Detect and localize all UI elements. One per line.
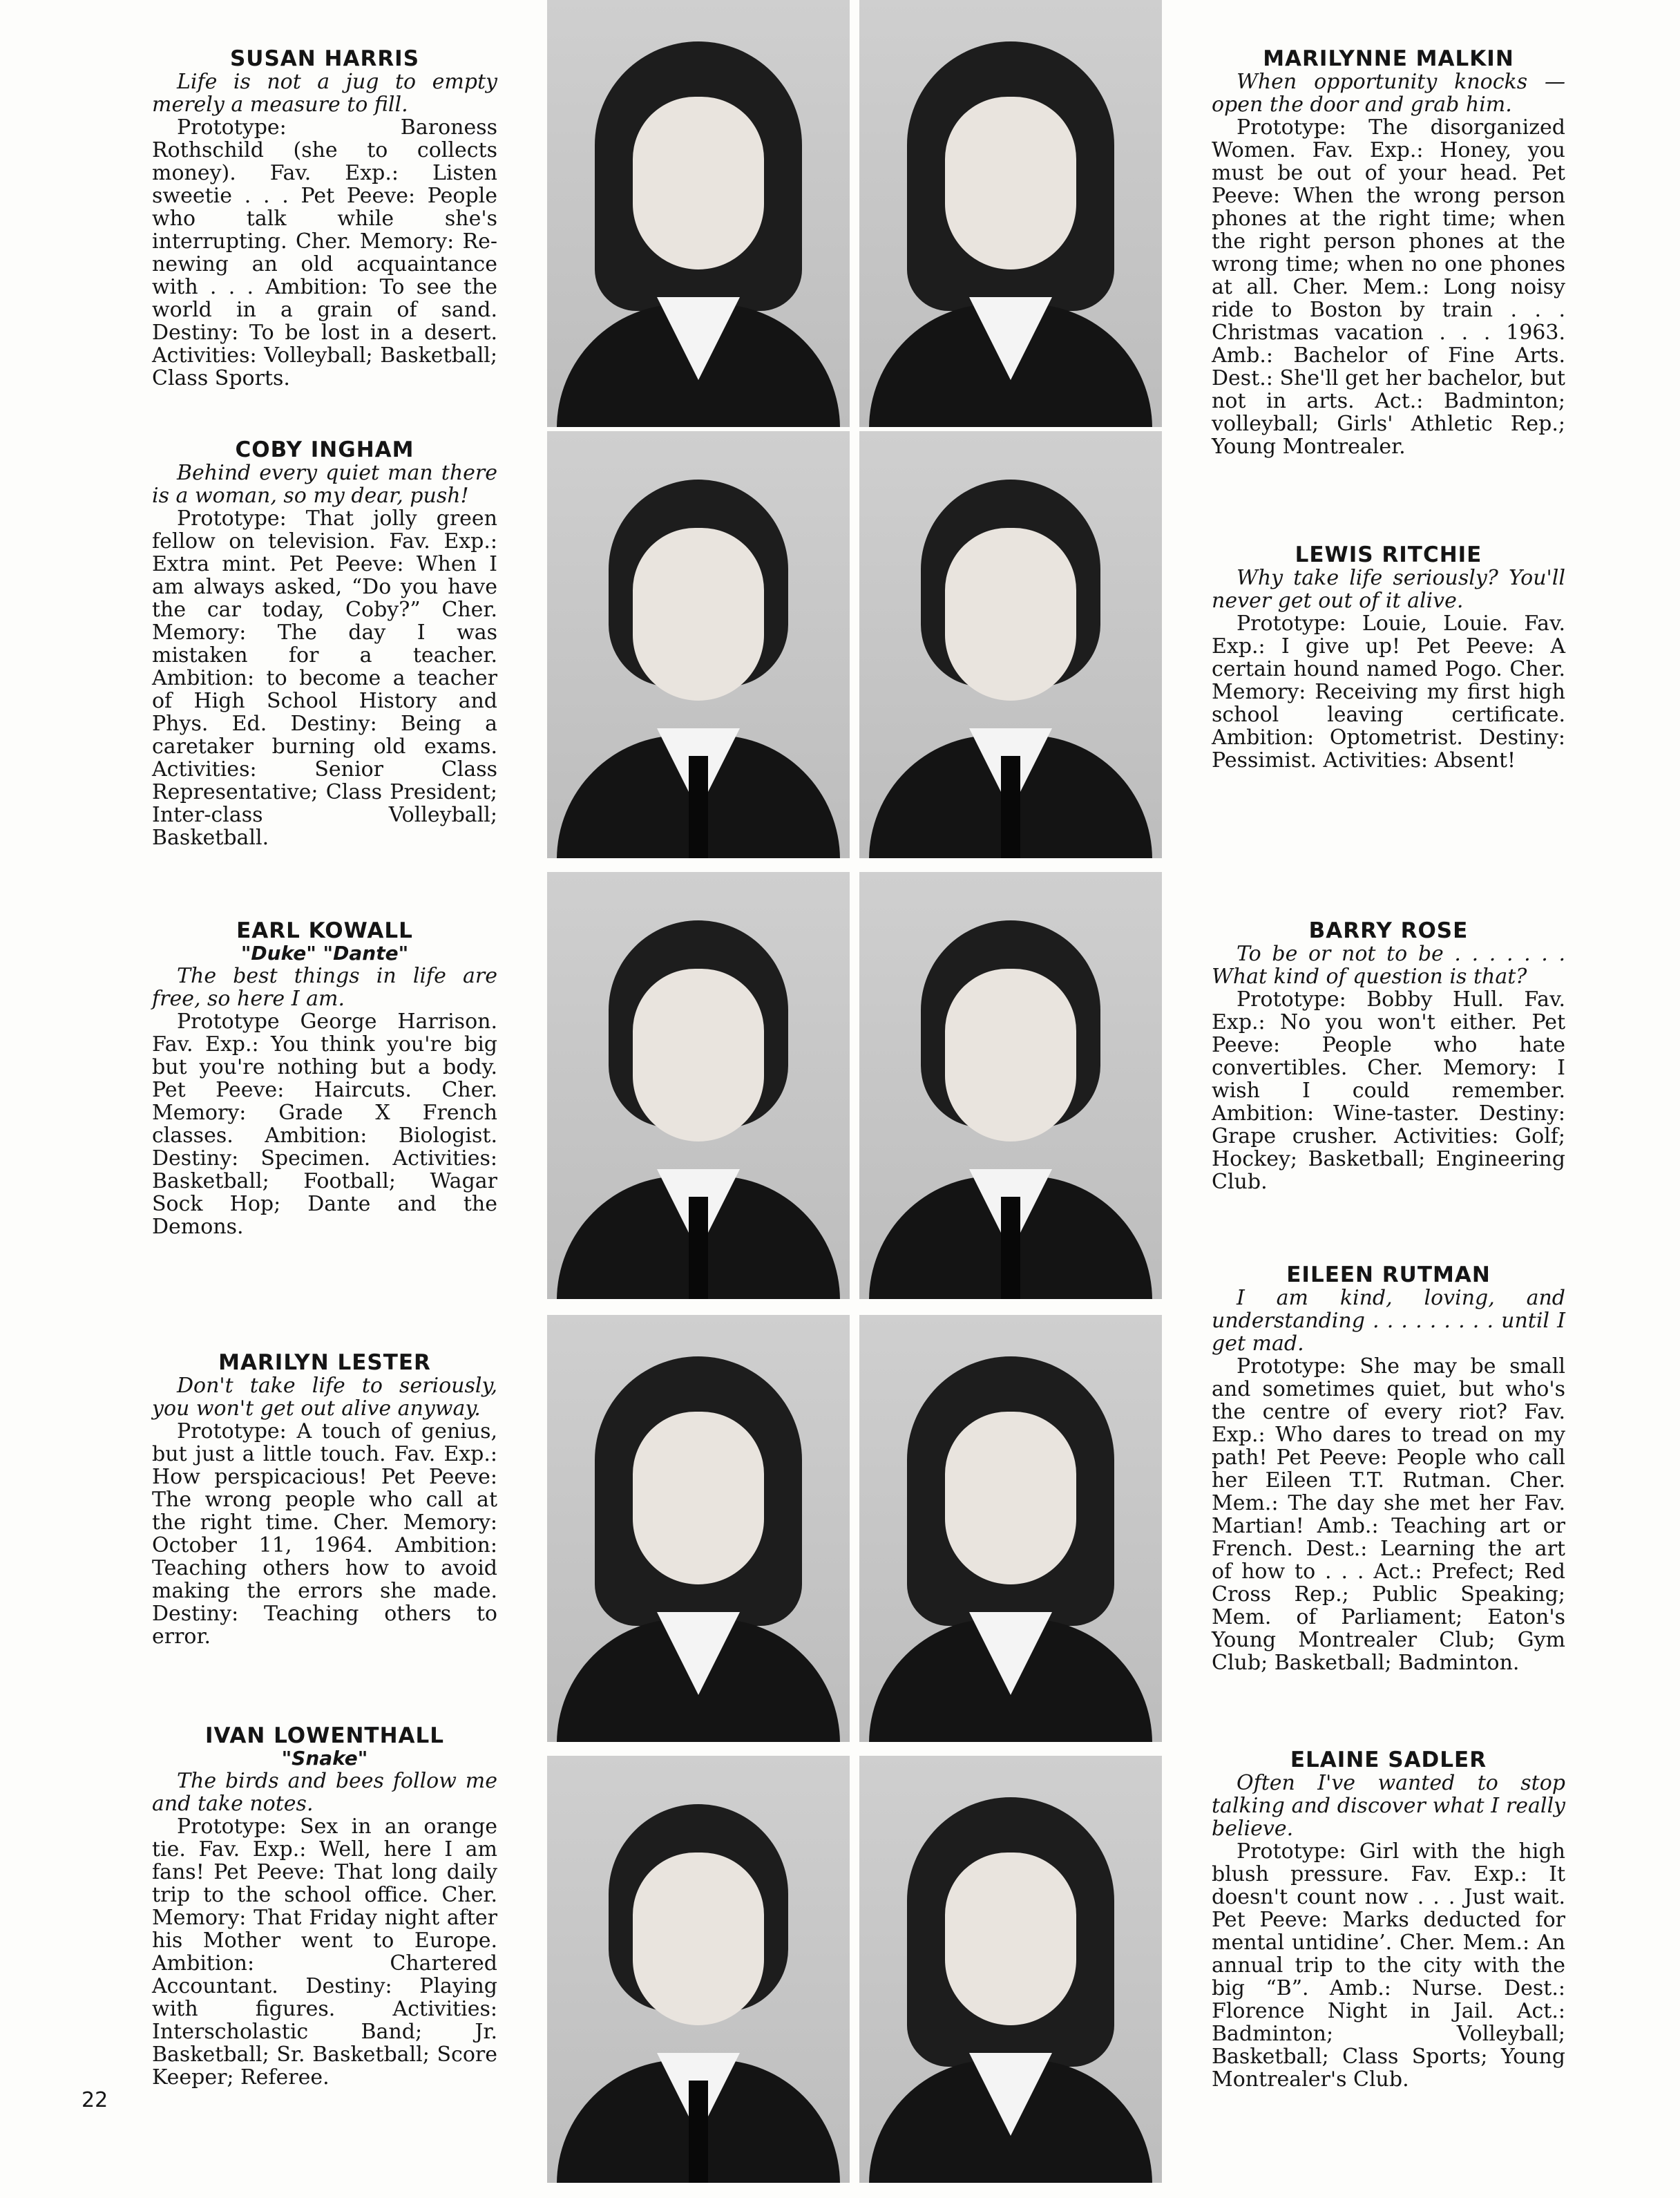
student-bio: Prototype: Sex in an orange tie. Fav. Exp.: Well, here I am fans! Pet Peeve: That long daily trip to the school office. Cher. Memory: That Friday night after his Mother went to Europe. Ambition: Chartered Accountant. Destiny: Playing with figures. Activities: Interscholastic Band; Jr. Basketball; Sr. Basketball; Score Keeper; Referee. [152, 1815, 497, 2090]
student-motto: Why take life seriously? You'll never get out of it alive. [1212, 566, 1565, 613]
student-name: LEWIS RITCHIE [1295, 542, 1482, 567]
student-name: COBY INGHAM [235, 437, 414, 462]
photo-susan-harris [547, 0, 850, 427]
photo-marilyn-lester [547, 1315, 850, 1742]
student-motto: Life is not a jug to empty merely a measure to fill. [152, 70, 497, 117]
entry-susan-harris [152, 47, 497, 390]
student-name: IVAN LOWENTHALL [204, 1723, 445, 1748]
student-name: MARILYN LESTER [218, 1350, 431, 1375]
student-name: EARL KOWALL [236, 918, 413, 943]
student-motto: The best things in life are free, so here I am. [152, 964, 497, 1011]
student-bio: Prototype: Girl with the high blush pressure. Fav. Exp.: It doesn't count now . . . Just wait. Pet Peeve: Marks deducted for mental untidine’. Cher. Mem.: An annual trip to the city with the big “B”. Amb.: Nurse. Dest.: Florence Night in Jail. Act.: Badminton; Volleyball; Basketball; Class Sports; Young Montrealer's Club. [1212, 1839, 1565, 2092]
photo-earl-kowall [547, 872, 850, 1299]
page-number: 22 [82, 2088, 108, 2112]
entry-marilyn-lester [152, 1351, 497, 1648]
photo-coby-ingham [547, 431, 850, 858]
photo-ivan-lowenthall [547, 1756, 850, 2183]
student-bio: Prototype: She may be small and sometimes quiet, but who's the centre of every riot? Fav. Exp.: Who dares to tread on my path! Pet Peeve: People who call her Eileen T.T. Rutman. Cher. Mem.: The day she met her Fav. Martian! Amb.: Teaching art or French. Dest.: Learning the art of how to . . . Act.: Prefect; Red Cross Rep.; Public Speaking; Mem. of Parliament; Eaton's Young Montrealer Club; Gym Club; Basketball; Badminton. [1212, 1354, 1565, 1675]
student-nickname: "Duke" "Dante" [240, 942, 409, 965]
student-bio: Prototype: The disorganized Women. Fav. Exp.: Honey, you must be out of your head. Pet Peeve: When the wrong person phones at the right time; when the right person phones at the wrong time; when no one phones at all. Cher. Mem.: Long noisy ride to Boston by train . . . Christmas vacation . . . 1963. Amb.: Bachelor of Fine Arts. Dest.: She'll get her bachelor, but not in arts. Act.: Badminton; volleyball; Girls' Athletic Rep.; Young Montrealer. [1212, 115, 1565, 459]
entry-eileen-rutman [1212, 1263, 1565, 1674]
student-motto: Often I've wanted to stop talking and discover what I really believe. [1212, 1771, 1565, 1841]
photo-eileen-rutman [859, 1315, 1162, 1742]
student-bio: Prototype: Bobby Hull. Fav. Exp.: No you won't either. Pet Peeve: People who hate convertibles. Cher. Memory: I wish I could remember. Ambition: Wine-taster. Destiny: Grape crusher. Activities: Golf; Hockey; Basketball; Engineering Club. [1212, 987, 1565, 1194]
student-bio: Prototype: Louie, Louie. Fav. Exp.: I give up! Pet Peeve: A certain hound named Pogo. Cher. Memory: Receiving my first high school leaving certificate. Ambition: Optometrist. Destiny: Pessimist. Activities: Absent! [1212, 612, 1565, 773]
entry-ivan-lowenthall [152, 1724, 497, 2089]
student-name: ELAINE SADLER [1290, 1747, 1487, 1772]
student-bio: Prototype George Harrison. Fav. Exp.: You think you're big but you're nothing but a body. Pet Peeve: Haircuts. Cher. Memory: Grade X French classes. Ambition: Biologist. Destiny: Specimen. Activities: Basketball; Football; Wagar Sock Hop; Dante and the Demons. [152, 1010, 497, 1239]
student-name: BARRY ROSE [1308, 918, 1469, 943]
student-motto: To be or not to be . . . . . . . What kind of question is that? [1212, 942, 1565, 989]
student-motto: The birds and bees follow me and take notes. [152, 1769, 497, 1816]
student-bio: Prototype: Baroness Rothschild (she to collects money). Fav. Exp.: Listen sweetie . . . Pet Peeve: People who talk while she's interrupting. Cher. Memory: Re-newing an old acquaintance with . . . Ambition: To see the world in a grain of sand. Destiny: To be lost in a desert. Activities: Volleyball; Basketball; Class Sports. [152, 115, 497, 390]
entry-barry-rose [1212, 919, 1565, 1193]
student-name: EILEEN RUTMAN [1286, 1262, 1491, 1287]
student-bio: Prototype: That jolly green fellow on television. Fav. Exp.: Extra mint. Pet Peeve: When I am always asked, “Do you have the car today, Coby?” Cher. Memory: The day I was mistaken for a teacher. Ambition: to become a teacher of High School History and Phys. Ed. Destiny: Being a caretaker burning old exams. Activities: Senior Class Representative; Class President; Inter-class Volleyball; Basketball. [152, 506, 497, 850]
student-name: SUSAN HARRIS [229, 46, 420, 71]
student-motto: I am kind, loving, and understanding . . . . . . . . . until I get mad. [1212, 1286, 1565, 1356]
photo-elaine-sadler [859, 1756, 1162, 2183]
student-name: MARILYNNE MALKIN [1263, 46, 1514, 71]
photo-lewis-ritchie [859, 431, 1162, 858]
student-motto: Behind every quiet man there is a woman, so my dear, push! [152, 461, 497, 508]
entry-coby-ingham [152, 438, 497, 849]
student-nickname: "Snake" [281, 1747, 368, 1770]
entry-earl-kowall [152, 919, 497, 1238]
student-motto: Don't take life to seriously, you won't get out alive anyway. [152, 1374, 497, 1421]
photo-marilynne-malkin [859, 0, 1162, 427]
student-motto: When opportunity knocks — open the door and grab him. [1212, 70, 1565, 117]
photo-barry-rose [859, 872, 1162, 1299]
entry-lewis-ritchie [1212, 543, 1565, 772]
entry-marilynne-malkin [1212, 47, 1565, 458]
student-bio: Prototype: A touch of genius, but just a little touch. Fav. Exp.: How perspicacious! Pet Peeve: The wrong people who call at the right time. Cher. Memory: October 11, 1964. Ambition: Teaching others how to avoid making the errors she made. Destiny: Teaching others to error. [152, 1419, 497, 1649]
entry-elaine-sadler [1212, 1748, 1565, 2091]
